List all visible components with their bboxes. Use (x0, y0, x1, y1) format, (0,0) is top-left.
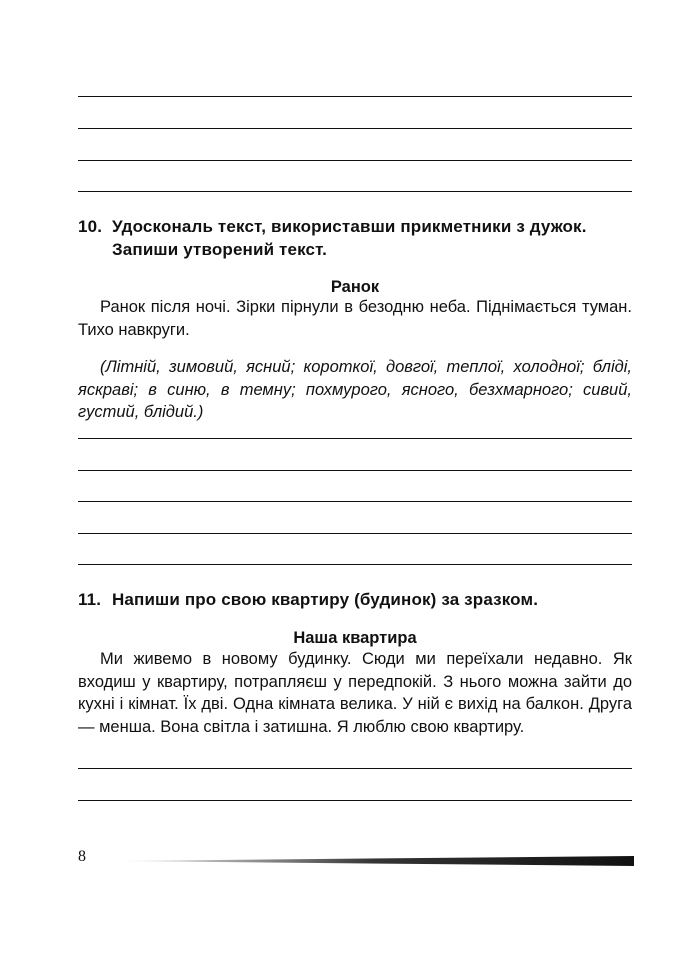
story-title-apartment: Наша квартира (293, 629, 417, 647)
footer-decoration (112, 856, 634, 866)
adjectives-hint: (Літній, зимовий, ясний; короткої, довгої, теплої, холодної; бліді, яскраві; в синю, в темну; похмурого, ясного, безхмарного; сивий, густий, блідий.) (78, 358, 632, 421)
writing-line[interactable] (78, 533, 632, 534)
story-text-morning: Ранок після ночі. Зірки пірнули в безодню неба. Піднімається туман. Тихо навкруги. (78, 298, 632, 339)
task-11-heading (78, 588, 634, 611)
writing-line[interactable] (78, 768, 632, 769)
story-title-morning: Ранок (330, 278, 380, 296)
task-instruction: Удоскональ текст, використавши прикметники з дужок. (112, 217, 587, 236)
writing-line[interactable] (78, 160, 632, 161)
writing-line[interactable] (78, 800, 632, 801)
task-10-heading (78, 215, 634, 261)
writing-line[interactable] (78, 191, 632, 192)
task-number: 10. (78, 217, 103, 236)
story-text-apartment: Ми живемо в новому будинку. Сюди ми переїхали недавно. Як входиш у квартиру, потрапляєш у передпокій. З нього можна зайти до кухні і кімнат. Їх дві. Одна кімната велика. У ній є вихід на балкон. Друга — менша. Вона світла і затишна. Я люблю свою квартиру. (78, 650, 632, 736)
page-number: 8 (78, 848, 86, 865)
task-number: 11. (78, 590, 102, 609)
writing-line[interactable] (78, 564, 632, 565)
writing-line[interactable] (78, 470, 632, 471)
writing-line[interactable] (78, 501, 632, 502)
task-instruction: Напиши про свою квартиру (будинок) за зразком. (112, 590, 539, 609)
writing-line[interactable] (78, 96, 632, 97)
task-instruction-continued: Запиши утворений текст. (112, 240, 328, 259)
writing-line[interactable] (78, 438, 632, 439)
writing-line[interactable] (78, 128, 632, 129)
